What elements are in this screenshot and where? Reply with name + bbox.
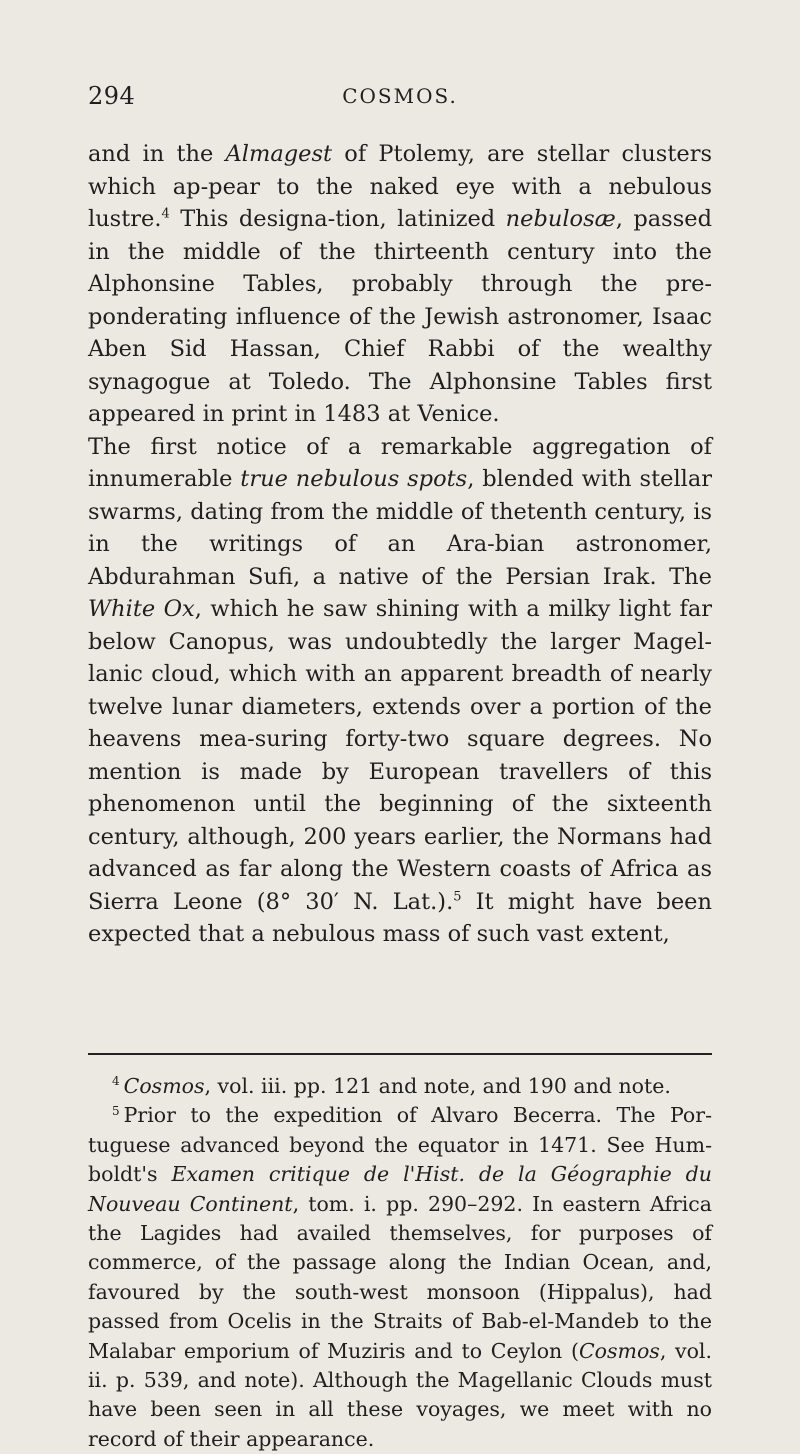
italic-term: Cosmos [578, 1338, 660, 1363]
text-run: Prior to the expedition of Alvaro Becerra. The Por-tuguese advanced beyond the equator in 1471. See Hum-boldt's [88, 1103, 712, 1187]
paragraph-2 [88, 431, 712, 951]
italic-term: Almagest [225, 141, 333, 167]
footnotes [88, 1072, 712, 1454]
page-header [88, 82, 712, 112]
text-run: of Ptolemy, are stellar clusters which ap-pear to the naked eye with a nebulous lustre. [88, 141, 712, 232]
footnote-number: 4 [112, 1074, 120, 1089]
text-run: , vol. ii. p. 539, and note). Although the Magellanic Clouds must have been seen in all these voyages, we meet with no record of their appearance. [88, 1338, 713, 1451]
text-run: It might have been expected that a nebulous mass of such vast extent, [88, 888, 712, 947]
text-run: , blended with stellar swarms, dating from the middle of thetenth century, is in the writings of an Ara-bian astronomer, Abdurahman Sufi, a native of the Persian Irak. The [88, 466, 713, 590]
footnote-number: 5 [112, 1103, 120, 1118]
text-run: , vol. iii. pp. 121 and note, and 190 and note. [204, 1074, 671, 1098]
text-run: This designa-tion, latinized [169, 206, 506, 232]
footnote-4 [88, 1072, 712, 1101]
text-run: , tom. i. pp. 290–292. In eastern Africa the Lagides had availed themselves, for purposes of commerce, of the passage along the Indian Ocean, and, favoured by the south-west monsoon (Hippalus), had passed from Ocelis in the Straits of Bab-el-Mandeb to the Malabar emporium of Muziris and to Ceylon ( [88, 1191, 713, 1363]
footnote-5 [88, 1101, 712, 1454]
italic-term: White Ox [88, 596, 195, 622]
footnote-divider [88, 1053, 712, 1055]
page-number: 294 [88, 82, 136, 110]
text-run: , which he saw shining with a milky light far below Canopus, was undoubtedly the larger Magel-lanic cloud, which with an apparent breadth of nearly twelve lunar diameters, extends over a portion of the heavens mea-suring forty-two square degrees. No mention is made by European travellers of this phenomenon until the beginning of the sixteenth century, although, 200 years earlier, the Normans had advanced as far along the Western coasts of Africa as Sierra Leone (8° 30′ N. Lat.). [88, 596, 712, 915]
italic-term: true nebulous spots [240, 466, 468, 492]
footnote-ref: 5 [453, 889, 462, 904]
footnote-ref: 4 [161, 206, 170, 222]
italic-term: nebulosæ [505, 206, 616, 232]
text-run: , passed in the middle of the thirteenth century into the Alphonsine Tables, probably through the pre-ponderating influence of the Jewish astronomer, Isaac Aben Sid Hassan, Chief Rabbi of the wealthy synagogue at Toledo. The Alphonsine Tables first appeared in print in 1483 at Venice. [88, 206, 712, 427]
text-run: and in the [88, 141, 226, 167]
italic-term: Examen critique de l'Hist. de la Géographie du Nouveau Continent [88, 1162, 712, 1216]
paragraph-1 [88, 138, 712, 431]
italic-term: Cosmos [123, 1074, 205, 1098]
main-text [88, 138, 712, 951]
running-title: COSMOS. [342, 84, 458, 108]
text-run: The first notice of a remarkable aggregation of innumerable [88, 433, 712, 492]
